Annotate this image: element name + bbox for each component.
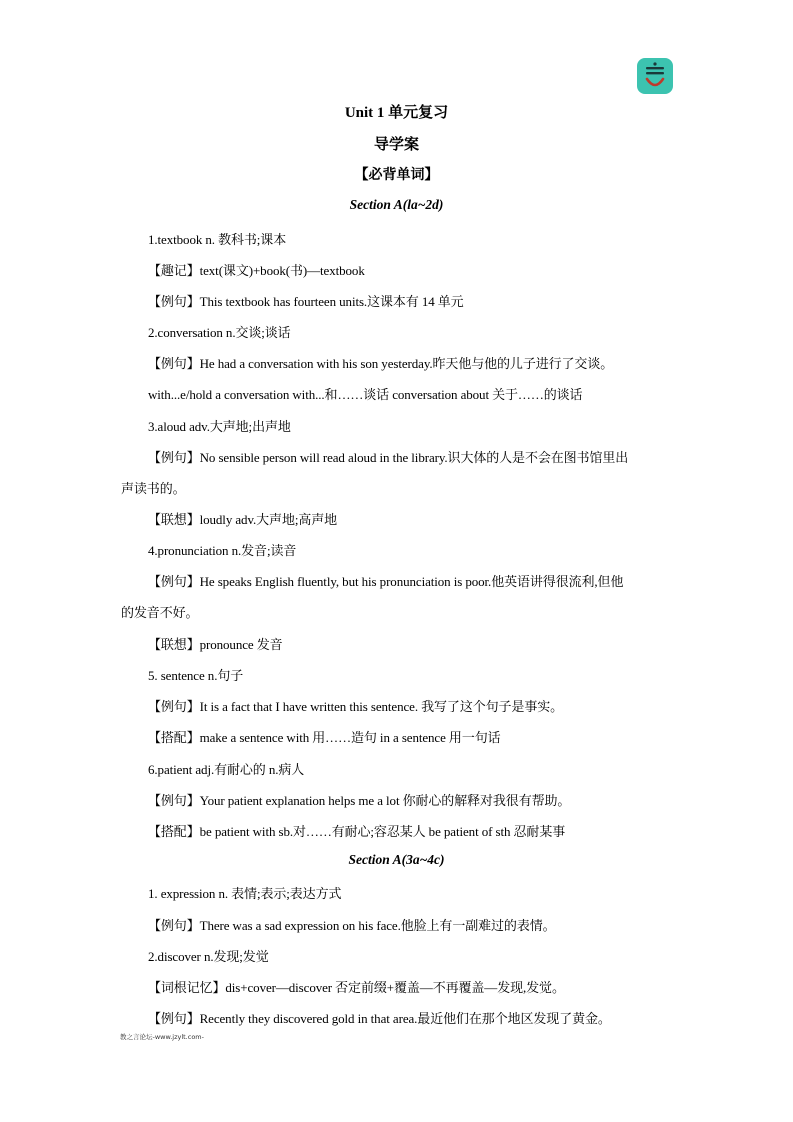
text-line: 声读书的。: [121, 481, 186, 496]
text-line: 【例句】There was a sad expression on his face.他脸上有一副难过的表情。: [148, 918, 556, 933]
section-title-a: Section A(la~2d): [349, 197, 444, 212]
text-line: 【例句】He speaks English fluently, but his pronunciation is poor.他英语讲得很流利,但他: [148, 574, 624, 589]
text-line: 2.discover n.发现;发觉: [148, 949, 269, 964]
section-heading: 【必背单词】: [354, 168, 439, 183]
text-line: 【搭配】be patient with sb.对……有耐心;容忍某人 be patient of sth 忍耐某事: [148, 824, 566, 839]
section-title-b: Section A(3a~4c): [348, 852, 445, 867]
text-line: 【搭配】make a sentence with 用……造句 in a sentence 用一句话: [148, 730, 501, 745]
page-subtitle: 导学案: [373, 137, 419, 153]
text-line: 1. expression n. 表情;表示;表达方式: [148, 886, 342, 901]
text-line: 【例句】No sensible person will read aloud in the library.识大体的人是不会在图书馆里出: [148, 450, 629, 465]
text-line: 【趣记】text(课文)+book(书)—textbook: [148, 263, 365, 278]
text-line: 【例句】It is a fact that I have written this sentence. 我写了这个句子是事实。: [148, 699, 564, 714]
page-title: Unit 1 单元复习: [344, 105, 449, 121]
text-line: 【例句】This textbook has fourteen units.这课本有 14 单元: [148, 294, 464, 309]
text-line: 6.patient adj.有耐心的 n.病人: [148, 762, 305, 777]
text-line: 【例句】Your patient explanation helps me a lot 你耐心的解释对我很有帮助。: [148, 793, 571, 808]
footer-text: 教之言论坛-www.jzylt.com-: [120, 1033, 204, 1041]
text-line: 1.textbook n. 教科书;课本: [148, 232, 287, 247]
text-line: 的发音不好。: [121, 605, 199, 620]
text-line: 2.conversation n.交谈;谈话: [148, 325, 291, 340]
text-line: 【联想】pronounce 发音: [148, 637, 283, 652]
book-logo-icon: [637, 58, 673, 94]
text-line: 3.aloud adv.大声地;出声地: [148, 419, 291, 434]
text-line: 【联想】loudly adv.大声地;高声地: [148, 512, 338, 527]
text-line: 【词根记忆】dis+cover—discover 否定前缀+覆盖—不再覆盖—发现,发觉。: [148, 980, 565, 995]
text-line: 5. sentence n.句子: [148, 668, 244, 683]
text-line: 【例句】Recently they discovered gold in that area.最近他们在那个地区发现了黄金。: [148, 1011, 611, 1026]
text-line: 4.pronunciation n.发音;读音: [148, 543, 297, 558]
text-line: 【例句】He had a conversation with his son yesterday.昨天他与他的儿子进行了交谈。: [148, 356, 614, 371]
text-line: with...e/hold a conversation with...和……谈话 conversation about 关于……的谈话: [148, 387, 583, 402]
